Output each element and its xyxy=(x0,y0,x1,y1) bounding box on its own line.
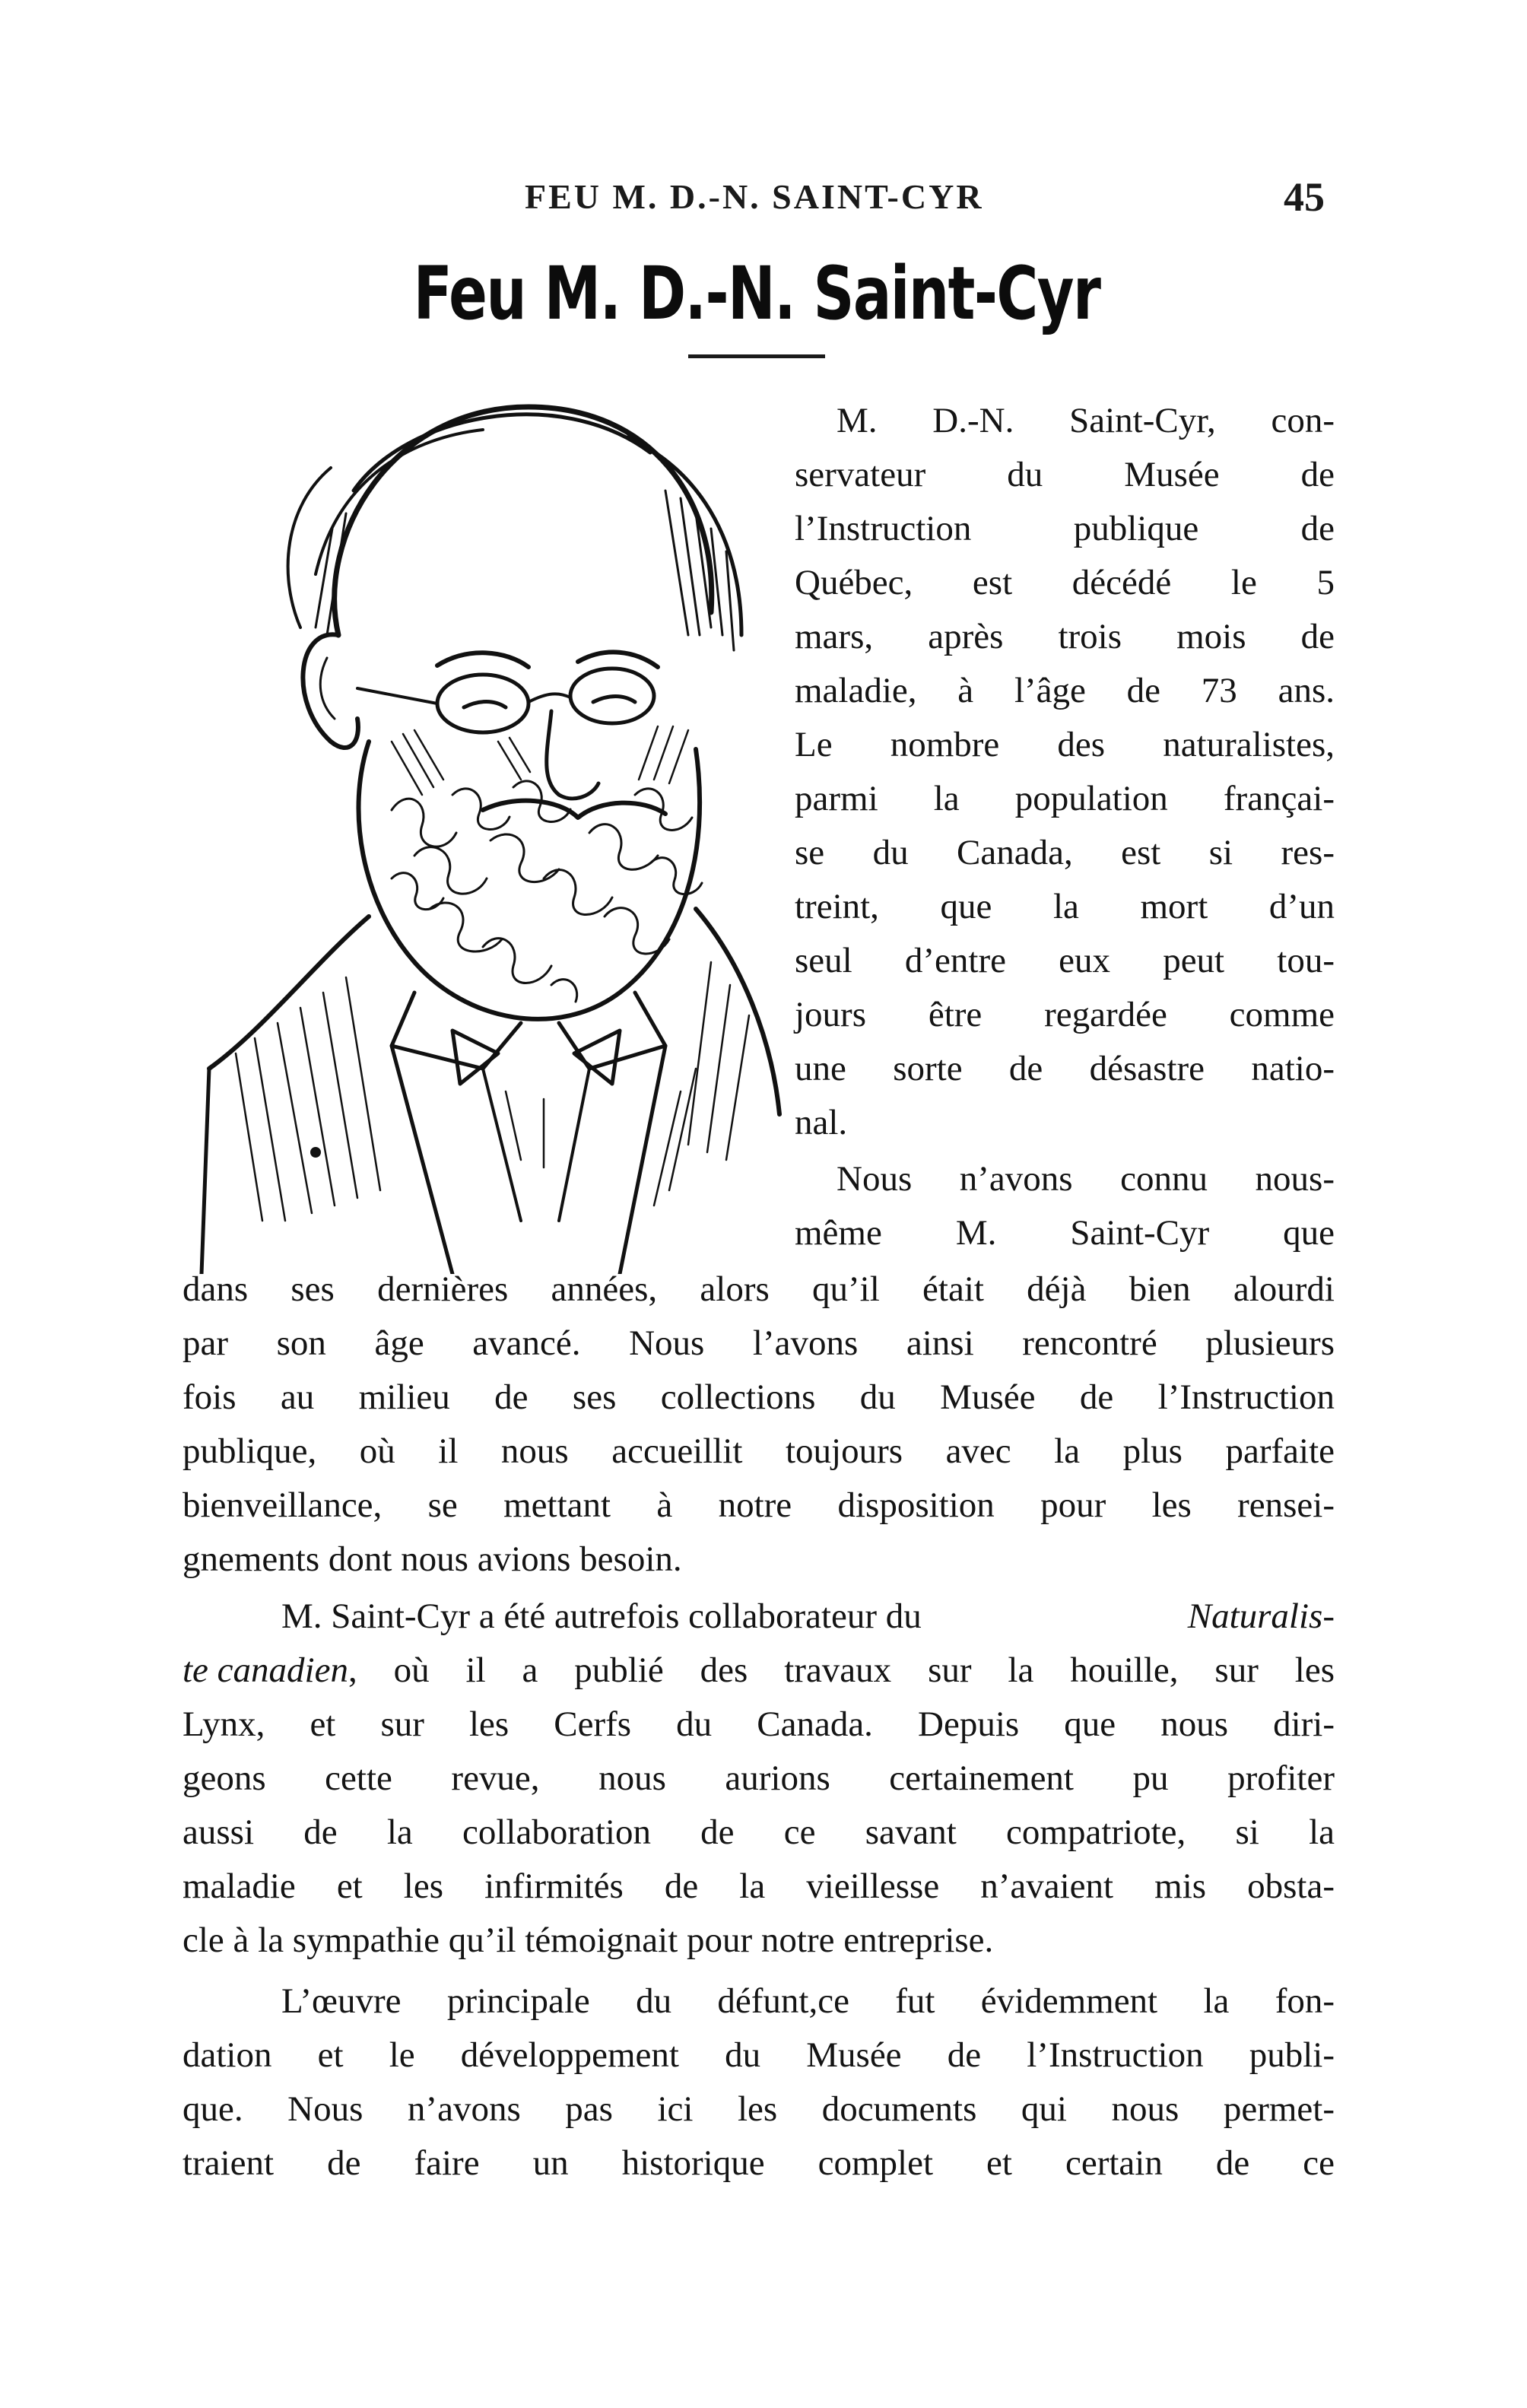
text-line: une sorte de désastre natio- xyxy=(795,1049,1335,1088)
text-line: servateur du Musée de xyxy=(795,455,1335,494)
text-line: Québec, est décédé le 5 xyxy=(795,563,1335,602)
text-line: bienveillance, se mettant à notre disposition pour les rensei- xyxy=(183,1485,1335,1525)
portrait-illustration xyxy=(163,384,787,1274)
text-line: que. Nous n’avons pas ici les documents qui nous permet- xyxy=(183,2089,1335,2129)
running-title: FEU M. D.-N. SAINT-CYR xyxy=(525,177,984,216)
text-line: L’œuvre principale du défunt,ce fut évidemment la fon- xyxy=(281,1981,1335,2021)
text-line: treint, que la mort d’un xyxy=(795,887,1335,926)
text-line: traient de faire un historique complet et certain de ce xyxy=(183,2143,1335,2183)
text-line: geons cette revue, nous aurions certainement pu profiter xyxy=(183,1758,1335,1798)
journal-title-part: Naturalis- xyxy=(1187,1596,1335,1636)
text-line xyxy=(281,1590,1335,1644)
text-line: se du Canada, est si res- xyxy=(795,833,1335,872)
text-line: maladie, à l’âge de 73 ans. xyxy=(795,671,1335,710)
page-number: 45 xyxy=(1284,174,1325,220)
text-segment: M. Saint-Cyr a été autrefois collaborateur du xyxy=(281,1596,922,1636)
text-line: l’Instruction publique de xyxy=(795,509,1335,548)
article-title: Feu M. D.-N. Saint-Cyr xyxy=(413,251,1100,336)
text-line: gnements dont nous avions besoin. xyxy=(183,1539,682,1579)
text-line: même M. Saint-Cyr que xyxy=(795,1213,1335,1253)
journal-title-part: te canadien xyxy=(183,1650,348,1690)
text-line: M. D.-N. Saint-Cyr, con- xyxy=(837,401,1335,440)
text-line xyxy=(183,1644,1335,1698)
text-line: Le nombre des naturalistes, xyxy=(795,725,1335,764)
text-line: jours être regardée comme xyxy=(795,995,1335,1034)
text-line: maladie et les infirmités de la vieillesse n’avaient mis obsta- xyxy=(183,1866,1335,1906)
text-line: Lynx, et sur les Cerfs du Canada. Depuis que nous diri- xyxy=(183,1704,1335,1744)
text-line: par son âge avancé. Nous l’avons ainsi rencontré plusieurs xyxy=(183,1323,1335,1363)
text-line: publique, où il nous accueillit toujours avec la plus parfaite xyxy=(183,1431,1335,1471)
text-line: seul d’entre eux peut tou- xyxy=(795,941,1335,980)
running-head xyxy=(0,176,1527,230)
text-line: nal. xyxy=(795,1103,848,1142)
text-line: parmi la population françai- xyxy=(795,779,1335,818)
text-segment: , où il a publié des travaux sur la houille, sur les xyxy=(348,1650,1335,1690)
text-line: aussi de la collaboration de ce savant compatriote, si la xyxy=(183,1812,1335,1852)
text-line: cle à la sympathie qu’il témoignait pour notre entreprise. xyxy=(183,1920,994,1960)
text-line: mars, après trois mois de xyxy=(795,617,1335,656)
text-line: fois au milieu de ses collections du Musée de l’Instruction xyxy=(183,1377,1335,1417)
title-rule xyxy=(688,354,825,358)
text-line: dation et le développement du Musée de l’Instruction publi- xyxy=(183,2035,1335,2075)
text-line: Nous n’avons connu nous- xyxy=(837,1159,1335,1199)
text-line: dans ses dernières années, alors qu’il était déjà bien alourdi xyxy=(183,1269,1335,1309)
